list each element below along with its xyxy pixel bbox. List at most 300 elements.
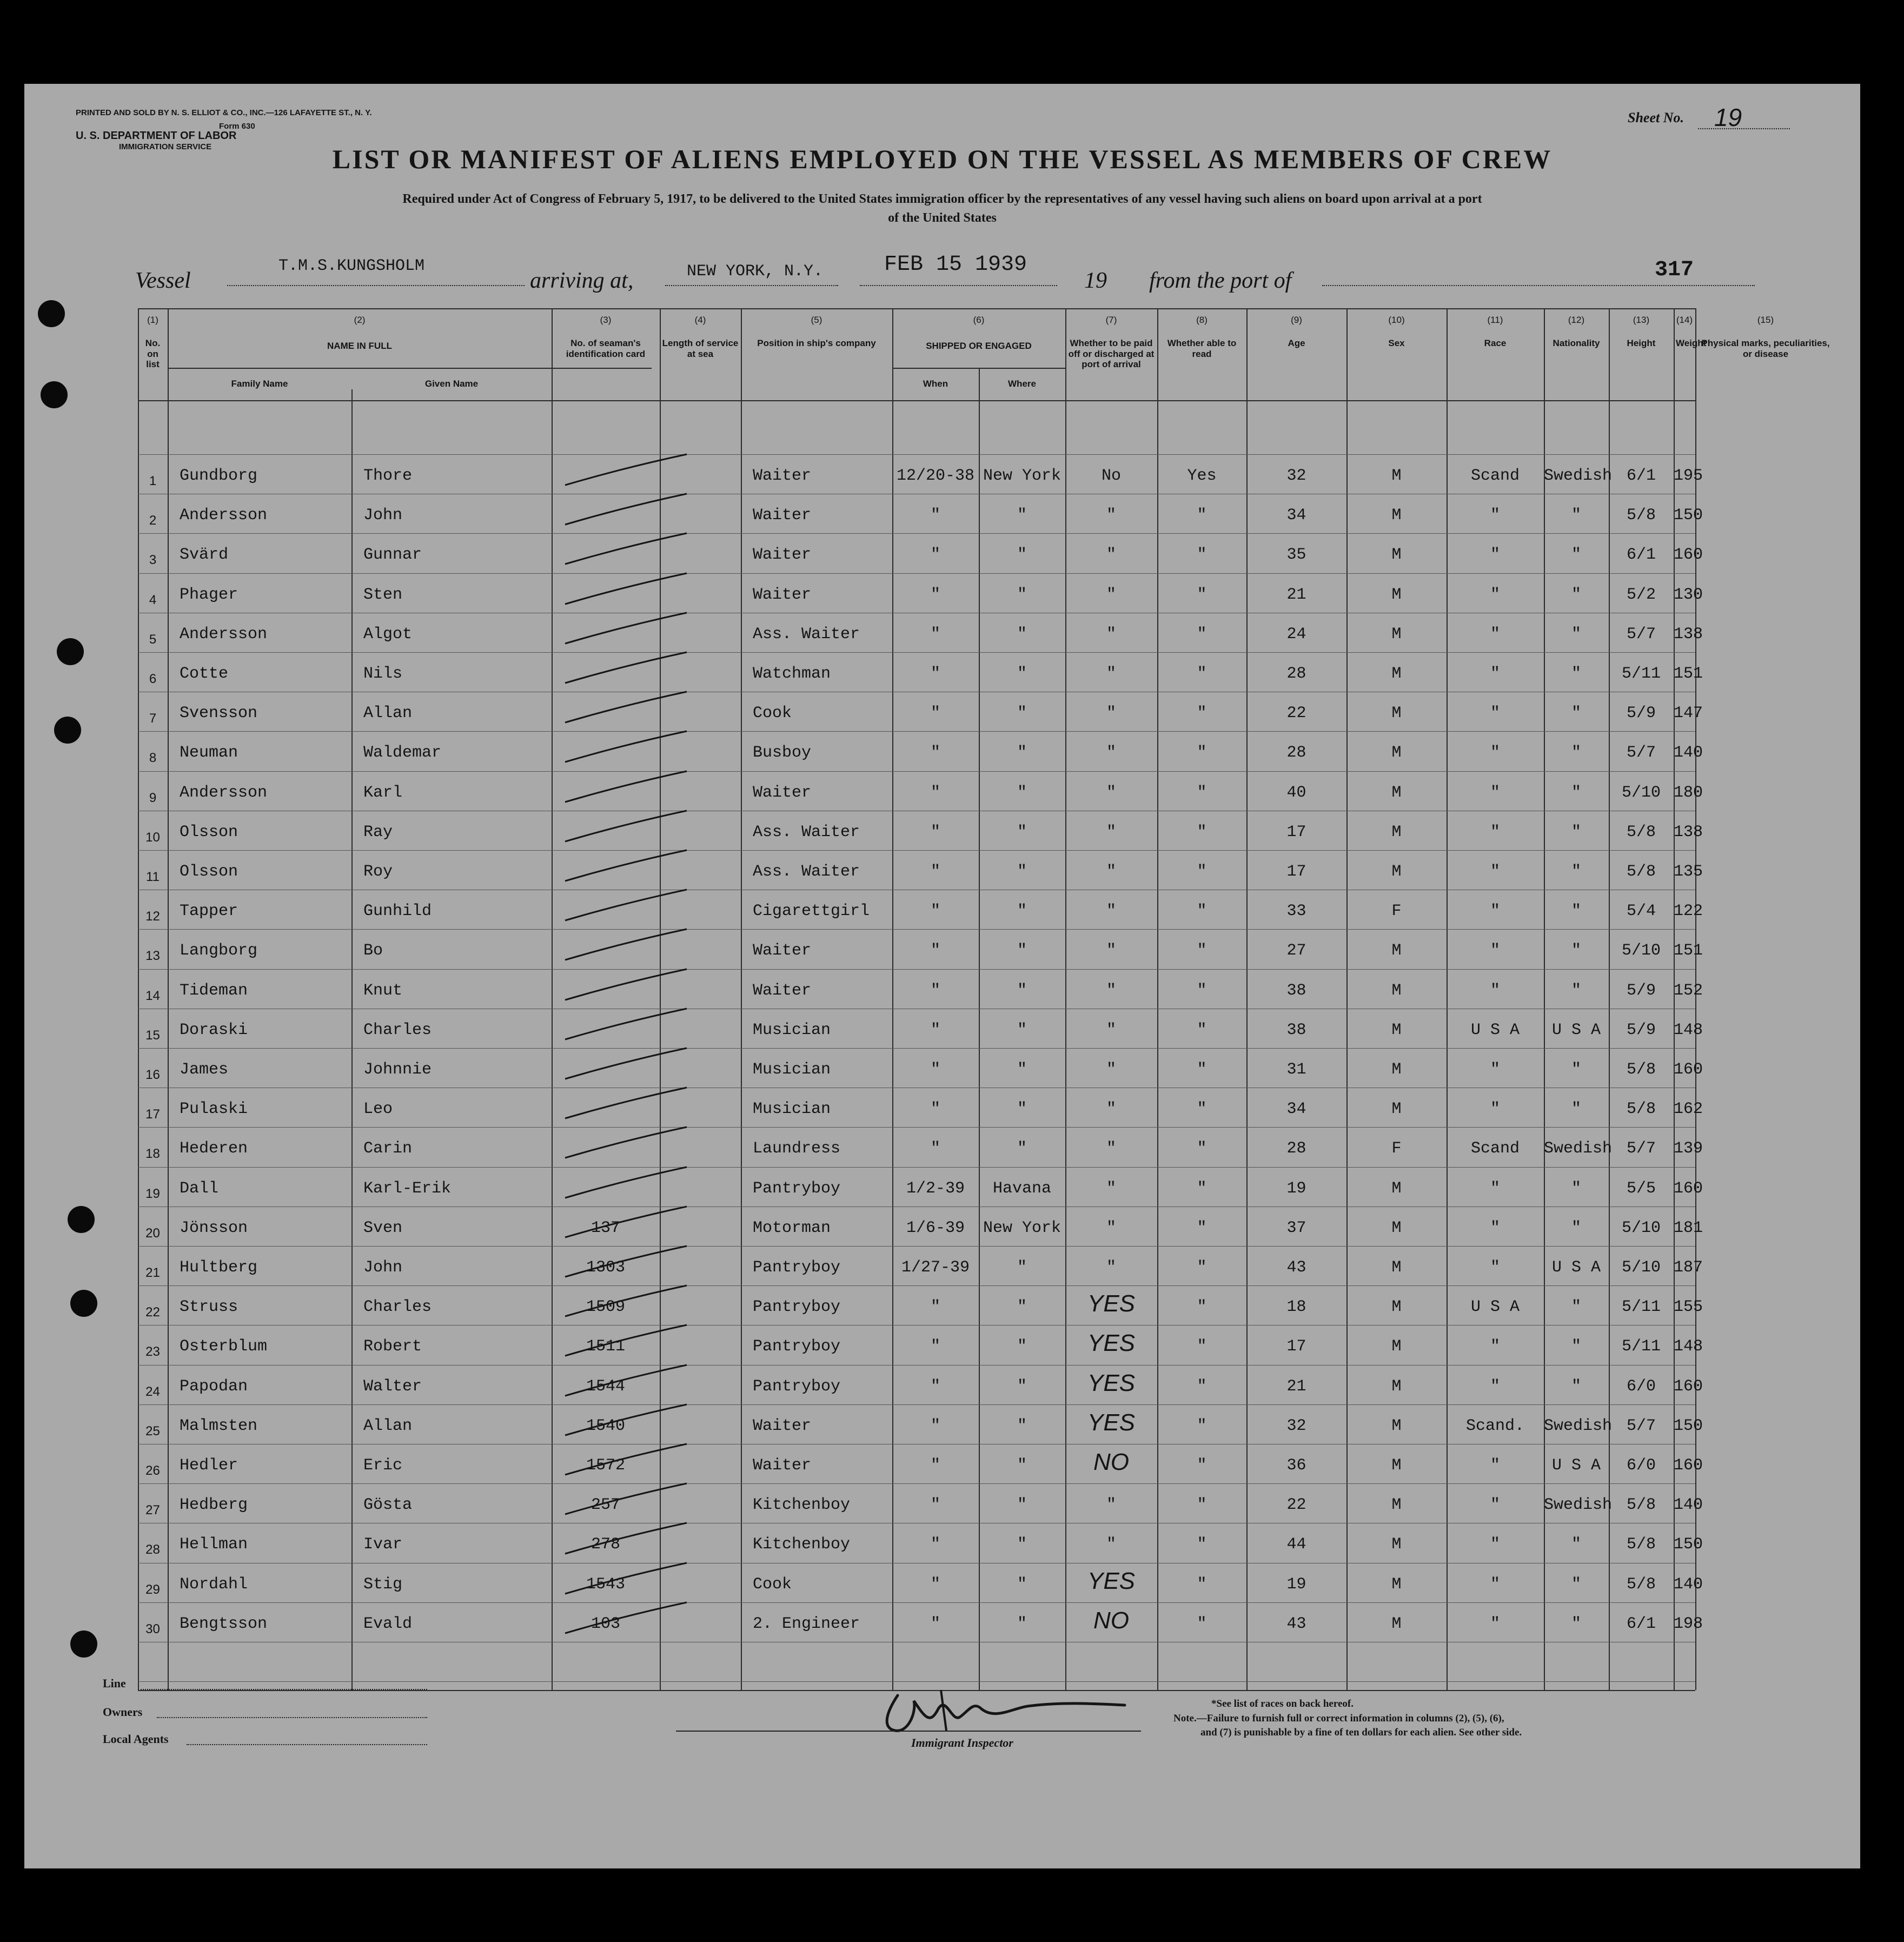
cell-age: 17 [1286,863,1306,881]
cell-sex: M [1391,1337,1402,1356]
cell-given: Waldemar [363,744,442,763]
page-title: LIST OR MANIFEST OF ALIENS EMPLOYED ON THE VESSEL AS MEMBERS OF CREW [332,144,1553,174]
cell-nationality: " [1571,1614,1581,1633]
cell-where: " [1017,585,1027,604]
card-check-stroke [562,1322,741,1360]
cell-age: 37 [1286,1218,1306,1237]
card-check-stroke [562,1006,741,1044]
cell-position: Waiter [753,981,812,1000]
cell-position: Pantryboy [753,1179,841,1198]
cell-race: " [1490,744,1500,763]
cell-no: 6 [149,672,157,686]
cell-sex: M [1391,1298,1402,1317]
header-rule [138,400,1695,401]
cell-age: 17 [1286,1337,1306,1356]
inspector-label: Immigrant Inspector [911,1736,1013,1749]
cell-height: 5/8 [1626,1061,1656,1079]
cell-when: " [930,585,940,604]
card-check-stroke [562,1204,741,1242]
cell-where: " [1017,783,1027,802]
cell-sex: M [1391,585,1402,604]
cell-position: Musician [753,1061,831,1079]
card-check-stroke [562,1124,741,1162]
cell-paid: " [1106,981,1116,1000]
row-rule [138,1285,1695,1286]
cell-when: " [930,942,940,960]
column-header: NAME IN FULL [327,341,392,351]
cell-given: Leo [363,1100,393,1119]
cell-position: Ass. Waiter [753,863,860,881]
row-rule [138,1167,1695,1168]
cell-no: 15 [145,1028,160,1043]
sheet-number: 19 [1714,103,1742,131]
card-check-stroke [562,531,741,568]
cell-age: 31 [1286,1061,1306,1079]
cell-position: Watchman [753,665,831,683]
cell-sex: M [1391,546,1402,565]
card-check-stroke [562,887,741,925]
column-number: (12) [1568,315,1585,325]
cell-when: " [930,902,940,921]
cell-sex: M [1391,1020,1402,1039]
cell-family: Osterblum [180,1337,268,1356]
cell-paid: YES [1087,1409,1136,1436]
cell-family: Svensson [180,704,258,723]
cell-where: " [1017,1139,1027,1158]
cell-position: Musician [753,1100,831,1119]
cell-given: Karl-Erik [363,1179,452,1198]
cell-race: " [1490,625,1500,644]
cell-race: " [1490,823,1500,841]
column-header: Whether to be paid off or discharged at port of arrival [1068,338,1155,370]
cell-where: " [1017,1496,1027,1515]
cell-family: Langborg [180,942,258,960]
cell-when: 1/27-39 [901,1258,970,1277]
cell-race: " [1490,506,1500,525]
cell-age: 19 [1286,1179,1306,1198]
from-port-label: from the port of [1149,268,1292,293]
card-check-stroke [562,452,741,489]
cell-weight: 160 [1674,1061,1703,1079]
cell-position: Waiter [753,506,812,525]
cell-paid: " [1106,1179,1116,1198]
binder-hole [70,1631,97,1658]
column-header: Height [1627,338,1656,348]
cell-given: Carin [363,1139,413,1158]
cell-family: Tapper [180,902,238,921]
cell-nationality: " [1571,783,1581,802]
cell-age: 34 [1286,506,1306,525]
cell-height: 6/0 [1626,1456,1656,1475]
manifest-sheet [24,84,1860,1868]
cell-position: Waiter [753,783,812,802]
cell-weight: 140 [1674,1575,1703,1594]
cell-race: " [1490,1258,1500,1277]
cell-family: Svärd [180,546,229,565]
cell-height: 5/11 [1621,1298,1661,1317]
cell-no: 4 [149,592,157,607]
cell-read: " [1197,1496,1207,1515]
column-number: (1) [147,315,158,325]
cell-where: " [1017,942,1027,960]
cell-no: 5 [149,632,157,647]
cell-family: Andersson [180,783,268,802]
cell-height: 5/11 [1621,1337,1661,1356]
cell-position: Waiter [753,585,812,604]
cell-card: 257 [591,1496,620,1515]
cell-height: 5/7 [1626,744,1656,763]
cell-sex: M [1391,1100,1402,1119]
cell-sex: M [1391,1614,1402,1633]
cell-nationality: " [1571,1298,1581,1317]
arrival-port-underline [665,285,838,286]
column-rule [552,308,553,1690]
cell-read: " [1197,1179,1207,1198]
year-suffix: 19 [1084,268,1107,293]
crew-table [138,308,1830,1690]
department-name: U. S. DEPARTMENT OF LABOR [76,130,237,142]
cell-nationality: " [1571,981,1581,1000]
cell-when: " [930,1298,940,1317]
cell-no: 21 [145,1265,160,1280]
cell-given: Gunnar [363,546,422,565]
cell-nationality: Swedish [1544,1416,1613,1435]
fine-note: and (7) is punishable by a fine of ten dollars for each alien. See other side. [1200,1727,1522,1738]
cell-given: Robert [363,1337,422,1356]
cell-when: " [930,1337,940,1356]
owners-underline [157,1717,427,1718]
cell-height: 6/0 [1626,1377,1656,1396]
row-rule [138,652,1695,653]
cell-race: " [1490,1218,1500,1237]
cell-when: " [930,1377,940,1396]
cell-weight: 148 [1674,1020,1703,1039]
cell-weight: 130 [1674,585,1703,604]
cell-card: 1509 [586,1298,625,1317]
cell-race: " [1490,1614,1500,1633]
cell-paid: " [1106,942,1116,960]
cell-race: " [1490,546,1500,565]
card-check-stroke [562,1045,741,1083]
cell-given: Stig [363,1575,403,1594]
cell-where: " [1017,1456,1027,1475]
cell-given: Algot [363,625,413,644]
cell-given: Ivar [363,1535,403,1554]
cell-read: " [1197,981,1207,1000]
cell-weight: 139 [1674,1139,1703,1158]
cell-nationality: " [1571,744,1581,763]
cell-read: " [1197,665,1207,683]
cell-position: Pantryboy [753,1258,841,1277]
cell-age: 32 [1286,467,1306,485]
cell-paid: " [1106,1020,1116,1039]
cell-family: Jönsson [180,1218,248,1237]
cell-nationality: " [1571,823,1581,841]
cell-given: Charles [363,1020,432,1039]
cell-weight: 155 [1674,1298,1703,1317]
vessel-name: T.M.S.KUNGSHOLM [278,257,425,275]
cell-paid: YES [1087,1567,1136,1594]
cell-race: " [1490,1100,1500,1119]
cell-card: 1544 [586,1377,625,1396]
cell-age: 24 [1286,625,1306,644]
cell-no: 2 [149,513,157,528]
cell-race: U S A [1470,1020,1520,1039]
cell-sex: M [1391,744,1402,763]
cell-race: " [1490,1377,1500,1396]
cell-nationality: " [1571,1377,1581,1396]
cell-nationality: " [1571,1100,1581,1119]
cell-read: " [1197,1614,1207,1633]
cell-given: Walter [363,1377,422,1396]
cell-height: 5/8 [1626,1100,1656,1119]
cell-paid: " [1106,1139,1116,1158]
cell-paid: " [1106,1218,1116,1237]
cell-no: 17 [145,1107,160,1122]
from-port-underline [1322,285,1755,286]
cell-paid: " [1106,1496,1116,1515]
cell-race: Scand [1470,467,1520,485]
cell-paid: " [1106,585,1116,604]
cell-read: " [1197,585,1207,604]
cell-family: Dall [180,1179,219,1198]
cell-sex: M [1391,704,1402,723]
cell-weight: 140 [1674,744,1703,763]
cell-paid: " [1106,783,1116,802]
cell-read: " [1197,546,1207,565]
column-header: No. of seaman's identification card [566,338,646,359]
cell-no: 14 [145,988,160,1003]
cell-given: John [363,1258,403,1277]
cell-paid: " [1106,823,1116,841]
cell-read: " [1197,1061,1207,1079]
cell-given: Allan [363,1416,413,1435]
row-rule [138,1246,1695,1247]
cell-height: 6/1 [1626,1614,1656,1633]
cell-paid: " [1106,506,1116,525]
cell-where: " [1017,506,1027,525]
cell-age: 36 [1286,1456,1306,1475]
card-check-stroke [562,689,741,727]
cell-read: " [1197,1456,1207,1475]
cell-family: Tideman [180,981,248,1000]
column-header: Whether able to read [1167,338,1237,359]
cell-paid: NO [1093,1449,1129,1475]
cell-family: Gundborg [180,467,258,485]
cell-card: 137 [591,1218,620,1237]
cell-race: " [1490,863,1500,881]
cell-when: " [930,744,940,763]
column-rule [741,308,742,1690]
cell-no: 8 [149,751,157,766]
binder-hole [57,638,84,665]
cell-given: John [363,506,403,525]
cell-race: " [1490,1061,1500,1079]
cell-sex: M [1391,1218,1402,1237]
cell-card: 1543 [586,1575,625,1594]
cell-paid: " [1106,704,1116,723]
cell-read: " [1197,1218,1207,1237]
row-rule [138,969,1695,970]
cell-when: " [930,1456,940,1475]
cell-height: 5/8 [1626,863,1656,881]
cell-no: 23 [145,1344,160,1360]
card-check-stroke [562,491,741,529]
cell-age: 17 [1286,823,1306,841]
cell-weight: 151 [1674,665,1703,683]
cell-where: " [1017,1416,1027,1435]
cell-where: " [1017,704,1027,723]
cell-age: 43 [1286,1614,1306,1633]
cell-no: 19 [145,1186,160,1201]
cell-weight: 187 [1674,1258,1703,1277]
cell-paid: " [1106,665,1116,683]
cell-read: " [1197,506,1207,525]
cell-height: 6/1 [1626,467,1656,485]
row-rule [138,771,1695,772]
arriving-label: arriving at, [530,268,634,293]
column-number: (6) [973,315,985,325]
cell-nationality: " [1571,863,1581,881]
column-subheader: When [923,379,948,389]
card-check-stroke [562,1481,741,1519]
cell-paid: " [1106,863,1116,881]
arrival-date-underline [860,285,1057,286]
cell-weight: 160 [1674,546,1703,565]
cell-given: Thore [363,467,413,485]
cell-family: Struss [180,1298,238,1317]
cell-card: 1540 [586,1416,625,1435]
column-rule [168,308,169,1690]
cell-given: Eric [363,1456,403,1475]
cell-sex: F [1391,902,1402,921]
cell-when: " [930,783,940,802]
cell-age: 43 [1286,1258,1306,1277]
cell-height: 5/4 [1626,902,1656,921]
cell-read: " [1197,1337,1207,1356]
cell-no: 13 [145,949,160,964]
cell-height: 5/2 [1626,585,1656,604]
cell-race: " [1490,1535,1500,1554]
cell-where: " [1017,1020,1027,1039]
cell-family: Olsson [180,863,238,881]
cell-no: 22 [145,1305,160,1320]
cell-no: 29 [145,1582,160,1597]
card-check-stroke [562,1164,741,1202]
column-header: SHIPPED OR ENGAGED [926,341,1032,351]
column-number: (3) [600,315,612,325]
column-number: (13) [1633,315,1650,325]
cell-weight: 152 [1674,981,1703,1000]
cell-nationality: U S A [1551,1456,1601,1475]
cell-given: Sven [363,1218,403,1237]
cell-when: " [930,1061,940,1079]
cell-read: " [1197,823,1207,841]
row-rule [138,1365,1695,1366]
cell-position: Laundress [753,1139,841,1158]
cell-race: Scand. [1465,1416,1525,1435]
cell-nationality: " [1571,1535,1581,1554]
cell-sex: M [1391,1575,1402,1594]
cell-family: Papodan [180,1377,248,1396]
cell-position: Musician [753,1020,831,1039]
cell-position: Pantryboy [753,1377,841,1396]
cell-race: " [1490,942,1500,960]
cell-age: 28 [1286,744,1306,763]
cell-where: " [1017,1337,1027,1356]
card-check-stroke [562,966,741,1004]
cell-race: " [1490,1337,1500,1356]
cell-position: Waiter [753,467,812,485]
cell-age: 38 [1286,1020,1306,1039]
column-header: Race [1484,338,1507,348]
cell-given: Nils [363,665,403,683]
cell-sex: M [1391,665,1402,683]
cell-paid: " [1106,902,1116,921]
cell-where: " [1017,1298,1027,1317]
cell-read: " [1197,1258,1207,1277]
cell-weight: 138 [1674,823,1703,841]
cell-weight: 162 [1674,1100,1703,1119]
cell-nationality: " [1571,546,1581,565]
cell-given: Johnnie [363,1061,432,1079]
cell-sex: M [1391,981,1402,1000]
cell-race: " [1490,1179,1500,1198]
cell-read: " [1197,625,1207,644]
cell-read: " [1197,704,1207,723]
card-check-stroke [562,728,741,766]
card-check-stroke [562,1560,741,1598]
column-header: Age [1288,338,1305,348]
header-rule [138,308,1695,309]
cell-weight: 150 [1674,506,1703,525]
cell-weight: 160 [1674,1377,1703,1396]
cell-family: Doraski [180,1020,248,1039]
cell-paid: YES [1087,1290,1136,1317]
column-number: (5) [811,315,822,325]
cell-sex: M [1391,625,1402,644]
cell-when: " [930,1100,940,1119]
cell-given: Gösta [363,1496,413,1515]
cell-family: Hedberg [180,1496,248,1515]
cell-weight: 135 [1674,863,1703,881]
cell-given: Bo [363,942,383,960]
card-check-stroke [562,847,741,885]
cell-nationality: " [1571,902,1581,921]
cell-when: " [930,625,940,644]
cell-sex: M [1391,1496,1402,1515]
sheet-label: Sheet No. [1628,110,1684,125]
cell-age: 34 [1286,1100,1306,1119]
cell-read: " [1197,1020,1207,1039]
cell-sex: M [1391,1535,1402,1554]
failure-note: Note.—Failure to furnish full or correct information in columns (2), (5), (6), [1173,1713,1504,1724]
cell-age: 27 [1286,942,1306,960]
cell-nationality: Swedish [1544,1139,1613,1158]
row-rule [138,1404,1695,1405]
cell-when: 1/2-39 [906,1179,965,1198]
cell-position: Waiter [753,546,812,565]
cell-race: " [1490,902,1500,921]
cell-age: 28 [1286,665,1306,683]
cell-family: Hederen [180,1139,248,1158]
cell-paid: No [1101,467,1121,485]
cell-when: " [930,1139,940,1158]
card-check-stroke [562,1600,741,1638]
cell-family: Nordahl [180,1575,248,1594]
binder-hole [70,1290,97,1317]
cell-nationality: " [1571,506,1581,525]
